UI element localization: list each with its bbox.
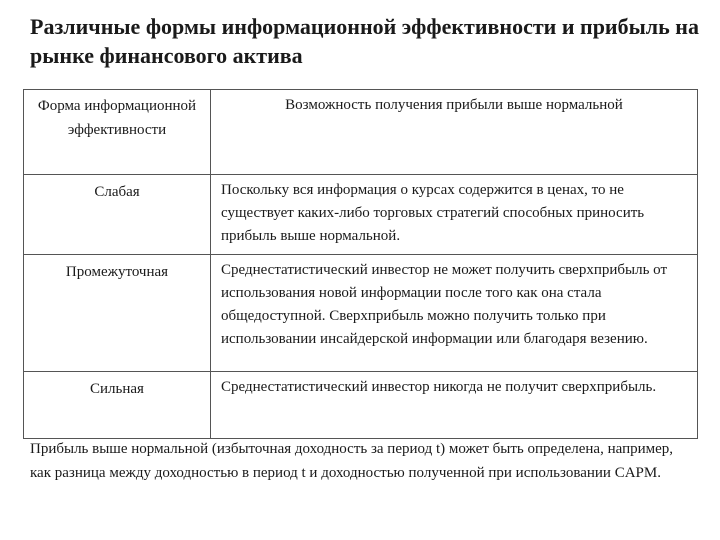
header-form: Форма информационной эффективности [24,90,211,175]
header-possibility: Возможность получения прибыли выше нормальной [211,90,698,175]
table-header-row [24,90,698,175]
row-description-semi-strong: Среднестатистический инвестор не может получить сверхприбыль от использования новой информации после того как она стала общедоступной. Сверхприбыль можно получить только при использовании инсайдерской информации или благодаря везению. [211,255,698,372]
row-description-weak: Поскольку вся информация о курсах содержится в ценах, то не существует каких-либо торговых стратегий способных приносить прибыль выше нормальной. [211,175,698,255]
footer-note: Прибыль выше нормальной (избыточная доходность за период t) может быть определена, например, как разница между доходностью в период t и доходностью полученной при использовании CAPM. [30,441,674,481]
table-row [24,372,698,439]
table-row [24,175,698,255]
row-form-semi-strong: Промежуточная [24,255,211,372]
row-description-strong: Среднестатистический инвестор никогда не получит сверхприбыль. [211,372,698,439]
table-row [24,255,698,372]
efficiency-table [23,89,698,439]
page-title: Различные формы информационной эффективности и прибыль на рынке финансового актива [30,14,699,68]
row-form-strong: Сильная [24,372,211,439]
row-form-weak: Слабая [24,175,211,255]
